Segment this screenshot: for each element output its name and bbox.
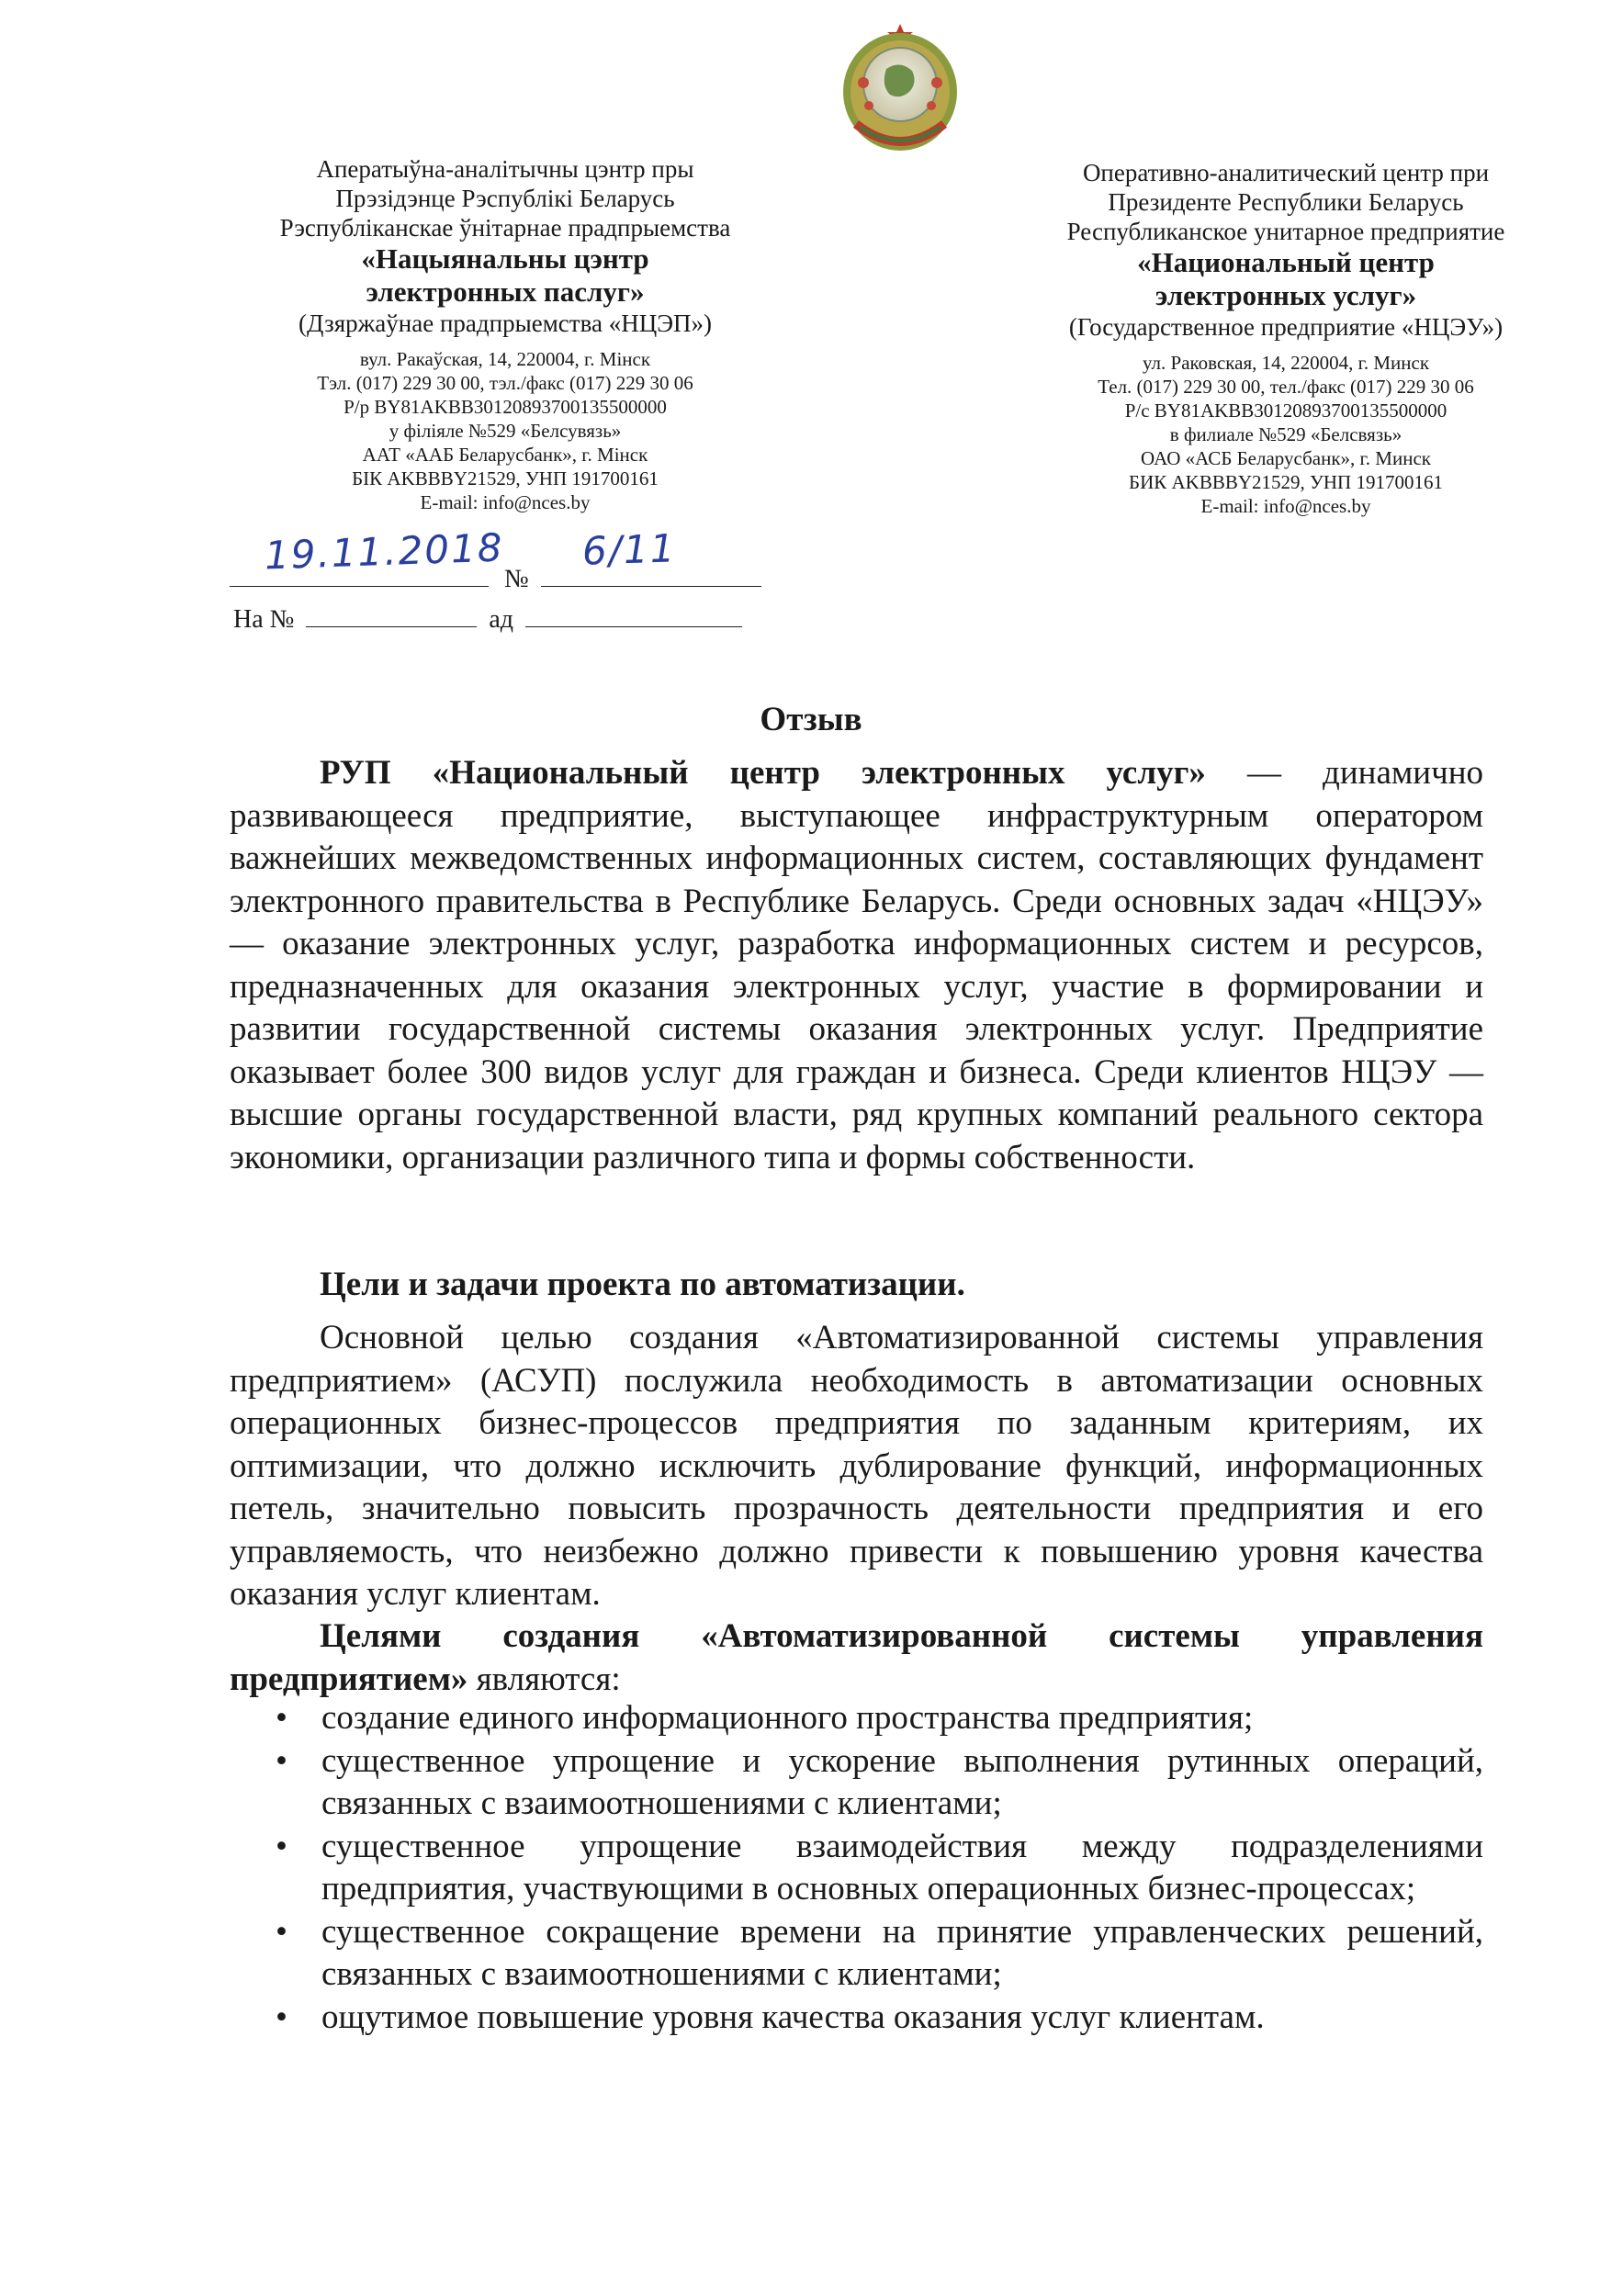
lh-ru-line1: Оперативно-аналитический центр при — [1082, 159, 1490, 186]
lh-ru-email: E-mail: info@nces.by — [1200, 495, 1371, 517]
bullet-icon: • — [276, 1699, 287, 1737]
lh-by-line2: Прэзідэнце Рэспублікі Беларусь — [335, 185, 675, 212]
bullet-icon: • — [276, 1827, 287, 1865]
lh-ru-name1: «Национальный центр — [1137, 246, 1435, 278]
lh-by-bik: БІК AKBBBY21529, УНП 191700161 — [352, 467, 659, 490]
lh-ru-address: ул. Раковская, 14, 220004, г. Минск — [1142, 352, 1430, 374]
lh-by-short: (Дзяржаўнае прадпрыемства «НЦЭП») — [298, 310, 713, 337]
lh-by-address: вул. Ракаўская, 14, 220004, г. Мінск — [359, 348, 651, 370]
lh-ru-bik: БИК AKBBBY21529, УНП 191700161 — [1129, 471, 1443, 493]
aims-bold-text: Целями создания «Автоматизированной системы управления предприятием» — [230, 1617, 1483, 1698]
lh-ru-name2: электронных услуг» — [1155, 279, 1417, 311]
letterhead-russian — [1019, 158, 1552, 518]
intro-text: — динамично развивающееся предприятие, выступающее инфраструктурным оператором важнейших межведомственных информационных систем, составляющих фундамент электронного правительства в Республике Беларусь. Среди основных задач «НЦЭУ» — оказание электронных услуг, разработка информационных систем и ресурсов, предназначенных для оказания электронных услуг, участие в формировании и развитии государственной системы оказания электронных услуг. Предприятие оказывает более 300 видов услуг для граждан и бизнеса. Среди клиентов НЦЭУ — высшие органы государственной власти, ряд крупных компаний реального сектора экономики, организации различного типа и формы собственности. — [230, 754, 1483, 1176]
intro-paragraph — [230, 752, 1483, 1179]
lh-ru-branch: в филиале №529 «Белсвязь» — [1169, 423, 1402, 445]
number-label: № — [504, 565, 529, 593]
lh-ru-bank: ОАО «АСБ Беларусбанк», г. Минск — [1141, 447, 1431, 469]
list-item: • ощутимое повышение уровня качества оказания услуг клиентам. — [230, 1997, 1483, 2040]
lh-ru-line3: Республиканское унитарное предприятие — [1066, 218, 1505, 245]
lh-by-branch: у філіяле №529 «Белсувязь» — [389, 420, 622, 442]
lh-ru-line2: Президенте Республики Беларусь — [1108, 188, 1464, 216]
lh-ru-short: (Государственное предприятие «НЦЭУ») — [1068, 313, 1504, 341]
handwritten-date: 19.11.2018 — [264, 524, 505, 579]
section-heading: Цели и задачи проекта по автоматизации. — [320, 1266, 965, 1303]
aims-text: являются: — [467, 1660, 621, 1698]
na-label: На № — [233, 605, 295, 634]
intro-bold-text: РУП «Национальный центр электронных услуг» — [320, 754, 1206, 792]
aims-paragraph — [230, 1615, 1483, 1701]
state-emblem-icon — [836, 18, 964, 156]
aims-list — [230, 1697, 1483, 2039]
bullet-icon: • — [276, 1912, 287, 1951]
lh-by-bank: ААТ «ААБ Беларусбанк», г. Мінск — [362, 444, 648, 466]
document-title: Отзыв — [760, 701, 862, 738]
goal-paragraph: Основной целью создания «Автоматизированной системы управления предприятием» (АСУП) послужила необходимость в автоматизации основных операционных бизнес-процессов предприятия по заданным критериям, их оптимизации, что должно исключить дублирование функций, информационных петель, значительно повысить прозрачность деятельности предприятия и его управляемость, что неизбежно должно привести к повышению уровня качества оказания услуг клиентам. — [230, 1319, 1483, 1613]
incoming-number-line — [306, 602, 477, 627]
handwritten-number: 6/11 — [581, 525, 678, 574]
bullet-icon: • — [276, 1741, 287, 1780]
lh-by-line1: Аператыўна-аналітычны цэнтр пры — [316, 155, 694, 183]
lh-ru-phone: Тел. (017) 229 30 00, тел./факс (017) 229 30 06 — [1098, 376, 1474, 398]
lh-by-name2: электронных паслуг» — [366, 276, 645, 308]
lh-by-phone: Тэл. (017) 229 30 00, тэл./факс (017) 229 30 06 — [317, 372, 693, 394]
lh-by-line3: Рэспубліканскае ўнітарнае прадпрыемства — [279, 214, 731, 242]
lh-ru-account: Р/с BY81AKBB30120893700135500000 — [1124, 400, 1447, 422]
list-item: • существенное сокращение времени на принятие управленческих решений, связанных с взаимоотношениями с клиентами; — [276, 1912, 1483, 1993]
lh-by-account: Р/р BY81AKBB30120893700135500000 — [344, 396, 667, 418]
list-item: • существенное упрощение и ускорение выполнения рутинных операций, связанных с взаимоотношениями с клиентами; — [276, 1741, 1483, 1822]
lh-by-email: E-mail: info@nces.by — [420, 491, 591, 513]
lh-by-name1: «Нацыянальны цэнтр — [361, 242, 649, 275]
incoming-date-line — [525, 602, 742, 627]
bullet-icon: • — [276, 1998, 287, 2036]
letterhead-belarusian — [230, 154, 781, 514]
list-item: • создание единого информационного пространства предприятия; — [230, 1697, 1483, 1740]
ad-label: ад — [489, 605, 514, 634]
incoming-ref-line — [233, 602, 742, 635]
list-item: • существенное упрощение взаимодействия между подразделениями предприятия, участвующими в основных операционных бизнес-процессах; — [276, 1827, 1483, 1908]
